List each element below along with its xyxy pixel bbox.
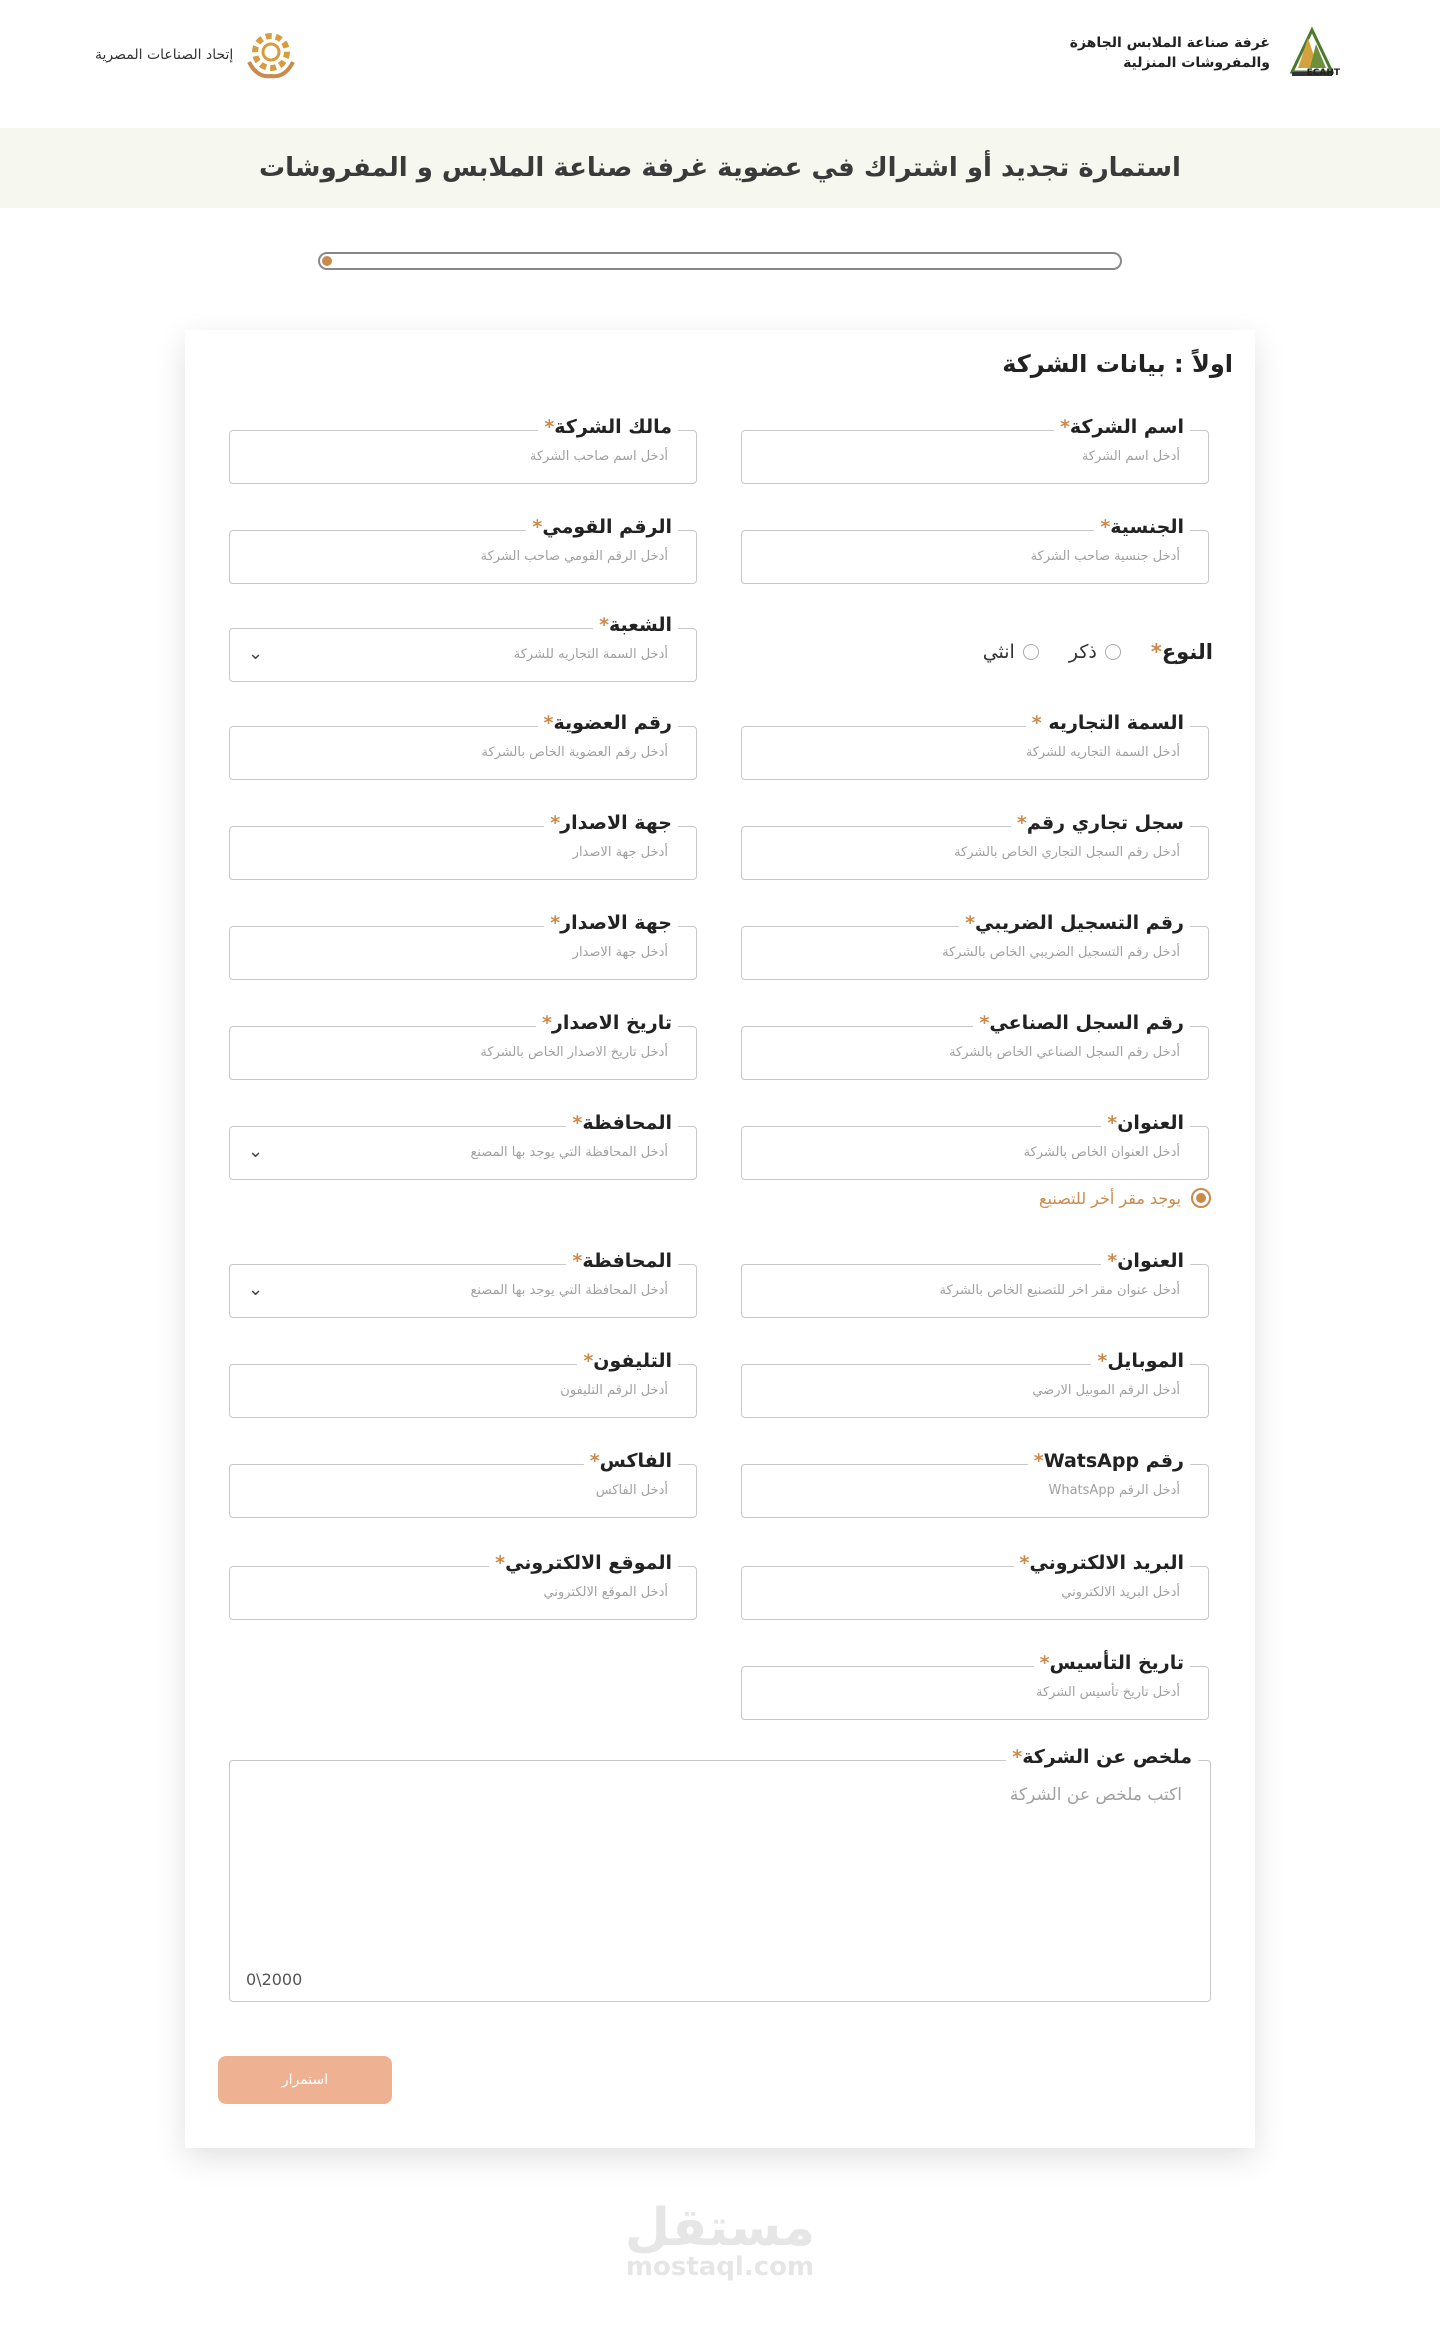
- issue-date-placeholder: أدخل تاريخ الاصدار الخاص بالشركة: [480, 1045, 668, 1060]
- trade-mark-placeholder: أدخل السمة التجاريه للشركة: [1025, 745, 1180, 760]
- governorate-2-label: المحافظة*: [566, 1250, 678, 1272]
- chevron-down-icon[interactable]: ⌄: [248, 1279, 264, 1300]
- website-label: الموقع الالكتروني*: [489, 1552, 678, 1574]
- tax-reg-field[interactable]: [741, 912, 1209, 980]
- governorate-1-placeholder: أدخل المحافظة التي يوجد بها المصنع: [470, 1145, 668, 1160]
- chamber-logo-text: [1070, 33, 1270, 73]
- national-id-label: الرقم القومي*: [526, 516, 678, 538]
- membership-no-field[interactable]: [229, 712, 697, 780]
- trade-mark-label: السمة التجاريه *: [1026, 712, 1190, 734]
- address-label: العنوان*: [1101, 1112, 1190, 1134]
- nationality-field[interactable]: [741, 516, 1209, 584]
- header: [0, 0, 1440, 128]
- chamber-logo-line1: غرفة صناعة الملابس الجاهزة: [1069, 35, 1270, 51]
- commercial-reg-field[interactable]: [741, 812, 1209, 880]
- mostaql-watermark: [0, 2198, 1440, 2282]
- national-id-placeholder: أدخل الرقم القومي صاحب الشركة: [480, 549, 668, 564]
- watermark-arabic: مستقل: [624, 2198, 816, 2258]
- industrial-reg-field[interactable]: [741, 1012, 1209, 1080]
- alt-factory-label: يوجد مقر أخر للتصنيع: [1039, 1188, 1181, 1208]
- gender-label: النوع*: [1150, 640, 1213, 664]
- commercial-reg-placeholder: أدخل رقم السجل التجاري الخاص بالشركة: [954, 845, 1180, 860]
- continue-button[interactable]: استمرار: [218, 2056, 392, 2104]
- issue-date-field[interactable]: [229, 1012, 697, 1080]
- nationality-placeholder: أدخل جنسية صاحب الشركة: [1030, 549, 1180, 564]
- membership-no-placeholder: أدخل رقم العضوية الخاص بالشركة: [481, 745, 668, 760]
- address-field[interactable]: [741, 1112, 1209, 1180]
- website-placeholder: أدخل الموقع الالكتروني: [543, 1585, 668, 1600]
- issuer-2-field[interactable]: [229, 912, 697, 980]
- gear-hands-icon: [243, 28, 299, 82]
- address-placeholder: أدخل العنوان الخاص بالشركة: [1023, 1145, 1180, 1160]
- watermark-english: mostaql.com: [625, 2252, 815, 2282]
- gender-group: [983, 640, 1213, 664]
- nationality-label: الجنسية*: [1094, 516, 1190, 538]
- progress-bar: [318, 252, 1122, 270]
- title-band: [0, 128, 1440, 208]
- phone-field[interactable]: [229, 1350, 697, 1418]
- issuer-1-field[interactable]: [229, 812, 697, 880]
- character-counter: 0\2000: [246, 1970, 303, 1989]
- national-id-field[interactable]: [229, 516, 697, 584]
- fax-field[interactable]: [229, 1450, 697, 1518]
- chamber-logo[interactable]: [1070, 26, 1340, 80]
- phone-label: التليفون*: [577, 1350, 678, 1372]
- industrial-reg-label: رقم السجل الصناعي*: [973, 1012, 1190, 1034]
- division-placeholder: أدخل السمة التجاريه للشركة: [513, 647, 668, 662]
- email-label: البريد الالكتروني*: [1014, 1552, 1190, 1574]
- whatsapp-placeholder: أدخل الرقم WhatsApp: [1048, 1483, 1180, 1498]
- governorate-2-placeholder: أدخل المحافظة التي يوجد بها المصنع: [470, 1283, 668, 1298]
- page-title: استمارة تجديد أو اشتراك في عضوية غرفة صناعة الملابس و المفروشات: [259, 153, 1181, 183]
- company-owner-field[interactable]: [229, 416, 697, 484]
- company-name-placeholder: أدخل اسم الشركة: [1081, 449, 1180, 464]
- gender-female-label: انثي: [982, 641, 1015, 663]
- company-owner-placeholder: أدخل اسم صاحب الشركة: [529, 449, 668, 464]
- mobile-placeholder: أدخل الرقم الموبيل الارضي: [1032, 1383, 1180, 1398]
- gender-male-label: ذكر: [1068, 641, 1097, 663]
- chamber-logo-abbr: ECAHT: [1306, 68, 1340, 78]
- issuer-2-placeholder: أدخل جهة الاصدار: [572, 945, 668, 960]
- whatsapp-field[interactable]: [741, 1450, 1209, 1518]
- governorate-1-select[interactable]: [229, 1112, 697, 1180]
- email-field[interactable]: [741, 1552, 1209, 1620]
- division-select[interactable]: [229, 614, 697, 682]
- fax-placeholder: أدخل الفاكس: [595, 1483, 668, 1498]
- fax-label: الفاكس*: [584, 1450, 678, 1472]
- summary-textarea[interactable]: [229, 1746, 1211, 2002]
- issuer-1-placeholder: أدخل جهة الاصدار: [572, 845, 668, 860]
- mobile-label: الموبايل*: [1091, 1350, 1190, 1372]
- alt-factory-radio[interactable]: [1039, 1188, 1211, 1208]
- founded-date-field[interactable]: [741, 1652, 1209, 1720]
- company-name-field[interactable]: [741, 416, 1209, 484]
- governorate-1-label: المحافظة*: [566, 1112, 678, 1134]
- federation-logo[interactable]: [95, 28, 299, 82]
- company-form-card: [185, 330, 1255, 2148]
- company-name-label: اسم الشركة*: [1054, 416, 1190, 438]
- phone-placeholder: أدخل الرقم التليفون: [560, 1383, 668, 1398]
- industrial-reg-placeholder: أدخل رقم السجل الصناعي الخاص بالشركة: [949, 1045, 1180, 1060]
- company-owner-label: مالك الشركة*: [538, 416, 678, 438]
- summary-label: ملخص عن الشركة*: [1006, 1746, 1198, 1768]
- gender-female-radio[interactable]: [983, 641, 1039, 663]
- radio-circle-icon: [1105, 644, 1121, 660]
- factory-address-placeholder: أدخل عنوان مقر اخر للتصنيع الخاص بالشركة: [939, 1283, 1180, 1298]
- issuer-2-label: جهة الاصدار*: [544, 912, 678, 934]
- factory-address-label: العنوان*: [1101, 1250, 1190, 1272]
- progress-fill: [322, 256, 332, 266]
- radio-selected-icon: [1191, 1188, 1211, 1208]
- trade-mark-field[interactable]: [741, 712, 1209, 780]
- section-title: اولاً : بيانات الشركة: [1002, 350, 1233, 378]
- website-field[interactable]: [229, 1552, 697, 1620]
- governorate-2-select[interactable]: [229, 1250, 697, 1318]
- tax-reg-label: رقم التسجيل الضريبي*: [959, 912, 1190, 934]
- membership-no-label: رقم العضوية*: [538, 712, 679, 734]
- chamber-logo-line2: والمفروشات المنزلية: [1123, 55, 1270, 71]
- whatsapp-label: رقم WatsApp*: [1028, 1450, 1190, 1472]
- email-placeholder: أدخل البريد الالكتروني: [1061, 1585, 1180, 1600]
- mobile-field[interactable]: [741, 1350, 1209, 1418]
- issue-date-label: تاريخ الاصدار*: [536, 1012, 678, 1034]
- summary-placeholder: اكتب ملخص عن الشركة: [1009, 1785, 1182, 1805]
- federation-logo-text: إتحاد الصناعات المصرية: [95, 47, 234, 63]
- gender-male-radio[interactable]: [1069, 641, 1121, 663]
- issuer-1-label: جهة الاصدار*: [544, 812, 678, 834]
- chevron-down-icon[interactable]: ⌄: [248, 1141, 264, 1162]
- founded-date-placeholder: أدخل تاريخ تأسيس الشركة: [1035, 1685, 1180, 1700]
- tax-reg-placeholder: أدخل رقم التسجيل الضريبي الخاص بالشركة: [942, 945, 1180, 960]
- factory-address-field[interactable]: [741, 1250, 1209, 1318]
- division-label: الشعبة*: [593, 614, 678, 636]
- founded-date-label: تاريخ التأسيس*: [1034, 1652, 1190, 1674]
- radio-circle-icon: [1023, 644, 1039, 660]
- chevron-down-icon[interactable]: ⌄: [248, 643, 264, 664]
- commercial-reg-label: سجل تجاري رقم*: [1011, 812, 1190, 834]
